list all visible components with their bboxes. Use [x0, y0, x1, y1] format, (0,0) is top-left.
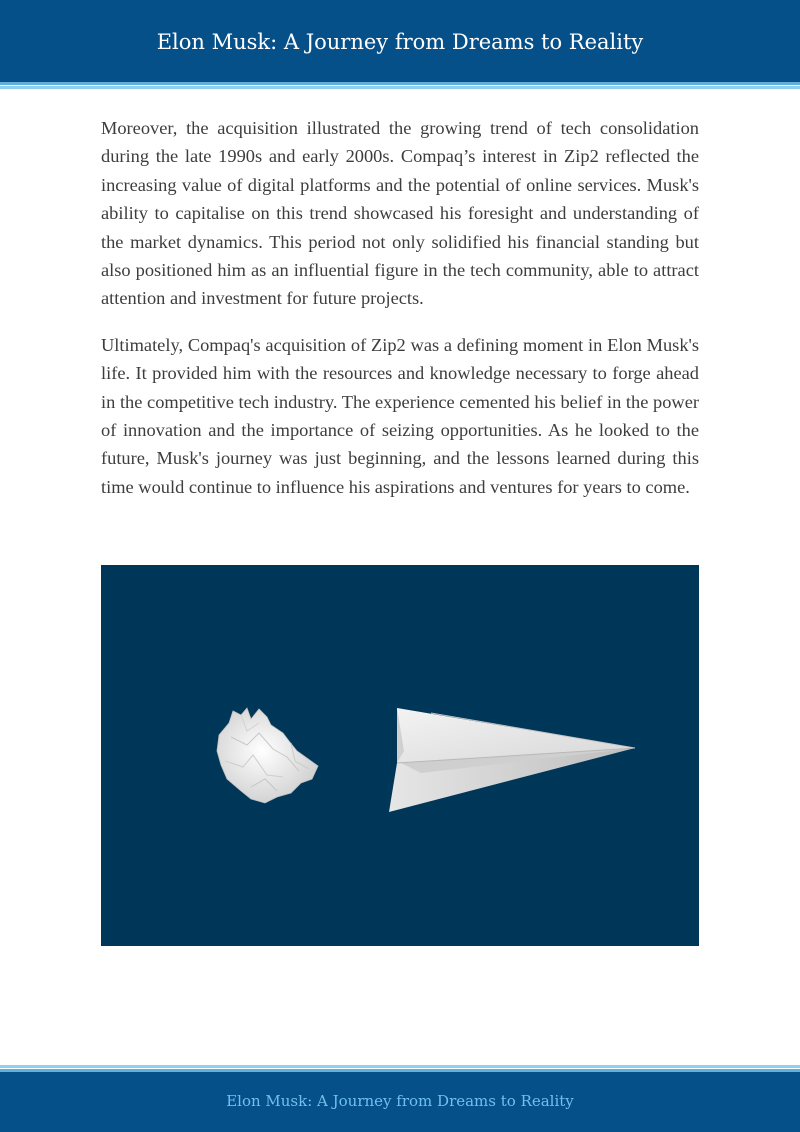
paper-airplane-icon: [389, 708, 635, 812]
paragraph-1: Moreover, the acquisition illustrated the growing trend of tech consolidation during the late 1990s and early 2000s. Compaq’s interest in Zip2 reflected the increasing value of digital platforms and the potential of online services. Musk's ability to capitalise on this trend showcased his foresight and understanding of the market dynamics. This period not only solidified his financial standing but also positioned him as an influential figure in the tech community, able to attract attention and investment for future projects.: [101, 118, 699, 309]
document-body: [101, 114, 699, 519]
footer-title: Elon Musk: A Journey from Dreams to Reality: [226, 1092, 574, 1110]
header-title: Elon Musk: A Journey from Dreams to Reality: [156, 30, 644, 54]
crumpled-paper-icon: [217, 708, 318, 803]
footer-rule-secondary: [0, 1065, 800, 1068]
header-rule: [0, 82, 800, 85]
paragraph-2: Ultimately, Compaq's acquisition of Zip2 was a defining moment in Elon Musk's life. It provided him with the resources and knowledge necessary to forge ahead in the competitive tech industry. The experience cemented his belief in the power of innovation and the importance of seizing opportunities. As he looked to the future, Musk's journey was just beginning, and the lessons learned during this time would continue to influence his aspirations and ventures for years to come.: [101, 334, 699, 497]
illustration-figure: [101, 565, 699, 946]
illustration-canvas: [101, 565, 699, 946]
page-header: [0, 0, 800, 82]
page-footer: [0, 1072, 800, 1132]
header-rule-secondary: [0, 86, 800, 89]
